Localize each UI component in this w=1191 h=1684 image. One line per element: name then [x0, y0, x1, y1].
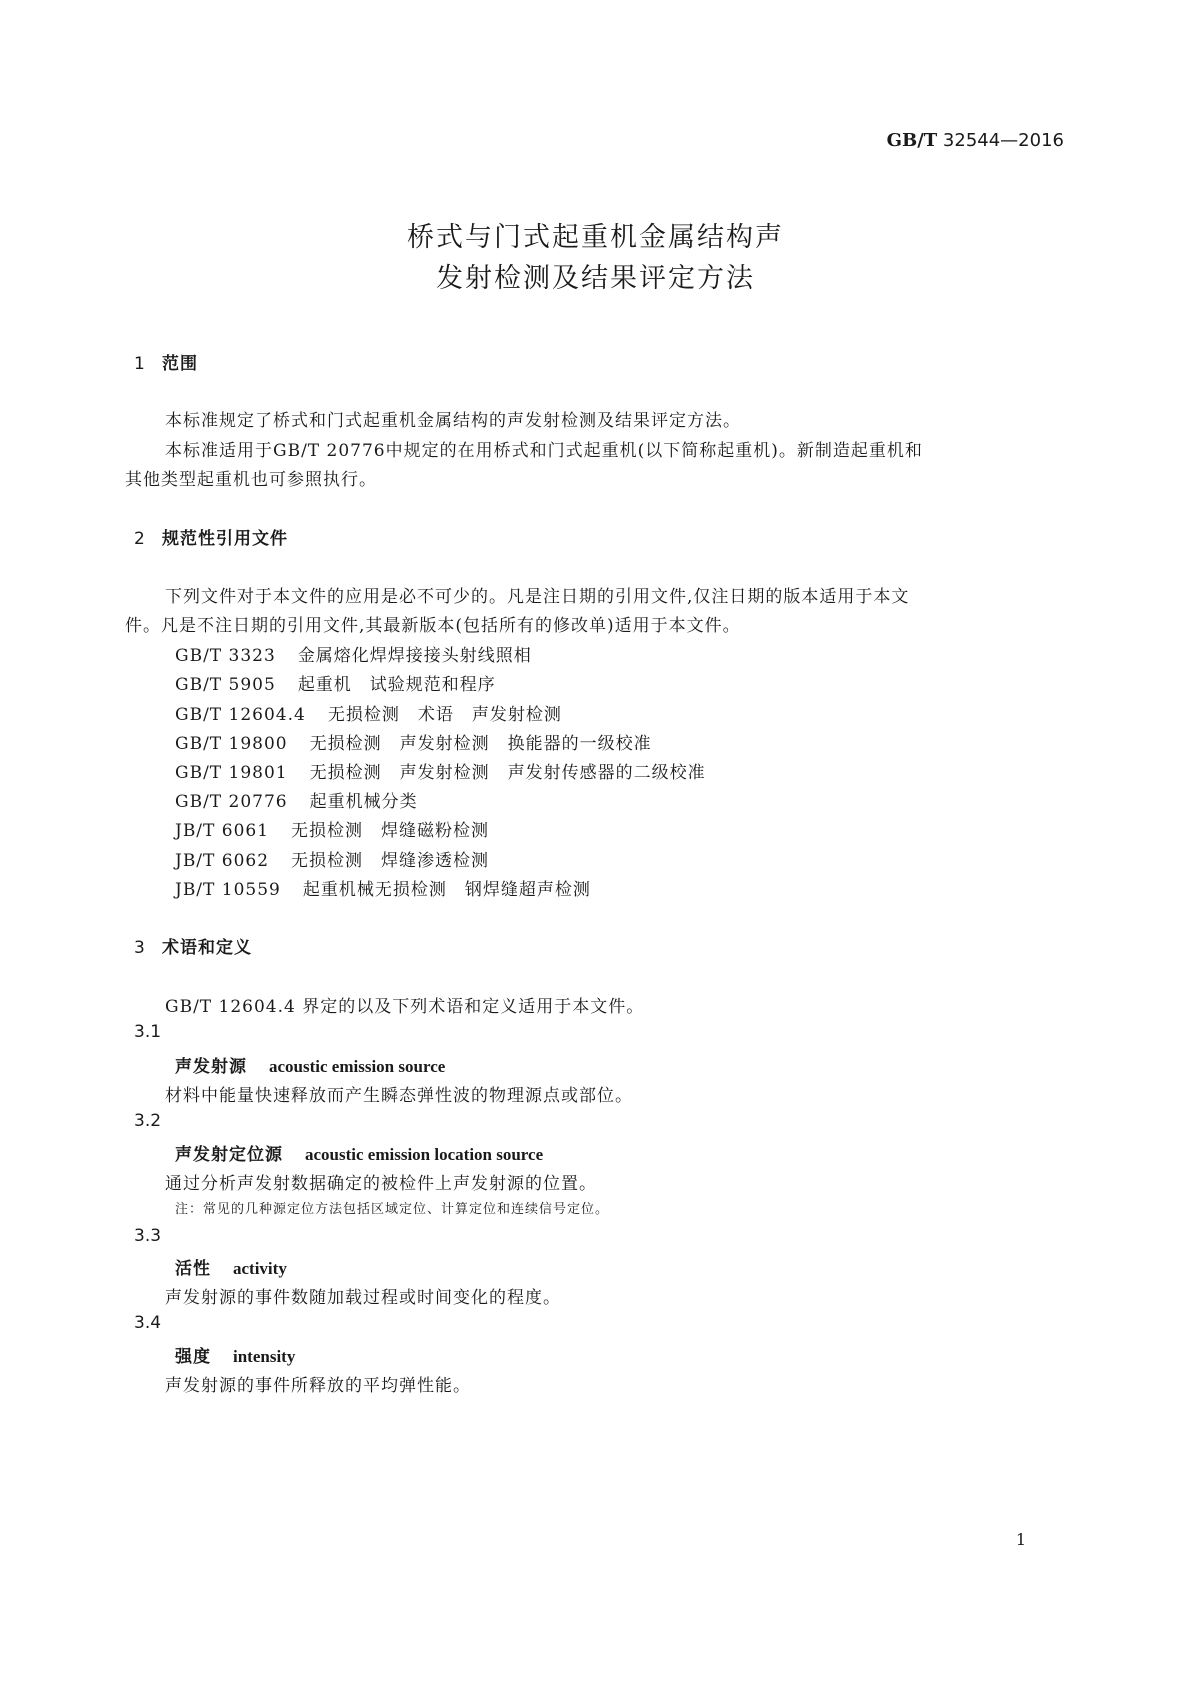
- reference-item: [175, 875, 613, 900]
- paragraph-continuation: 其他类型起重机也可参照执行。: [125, 470, 377, 490]
- paragraph: 本标准规定了桥式和门式起重机金属结构的声发射检测及结果评定方法。: [165, 411, 741, 431]
- reference-item: [175, 846, 511, 871]
- reference-code: JB/T 6062: [175, 851, 270, 871]
- reference-code: GB/T 20776: [175, 792, 288, 812]
- term-chinese: 声发射定位源: [175, 1145, 283, 1165]
- standard-code-prefix: GB/T: [886, 130, 938, 151]
- reference-item: [175, 787, 440, 812]
- term-definition: 声发射源的事件数随加载过程或时间变化的程度。: [165, 1288, 561, 1308]
- section-title: 术语和定义: [162, 938, 252, 958]
- section-title: 范围: [162, 354, 198, 374]
- reference-code: GB/T 19801: [175, 763, 288, 783]
- standard-code-number: 32544—2016: [942, 130, 1064, 151]
- term-entry: [175, 1052, 445, 1077]
- term-chinese: 活性: [175, 1259, 211, 1279]
- reference-item: [175, 758, 728, 783]
- paragraph: 下列文件对于本文件的应用是必不可少的。凡是注日期的引用文件,仅注日期的版本适用于本文: [165, 587, 910, 607]
- term-chinese: 强度: [175, 1347, 211, 1367]
- section-number: 1: [134, 354, 146, 374]
- reference-code: JB/T 10559: [175, 880, 281, 900]
- paragraph-continuation: 件。凡是不注日期的引用文件,其最新版本(包括所有的修改单)适用于本文件。: [125, 616, 741, 636]
- term-number: 3.3: [134, 1226, 162, 1246]
- document-title-line1: 桥式与门式起重机金属结构声: [407, 222, 784, 253]
- term-definition: 通过分析声发射数据确定的被检件上声发射源的位置。: [165, 1174, 597, 1194]
- document-title-line2: 发射检测及结果评定方法: [436, 263, 755, 294]
- reference-item: [175, 641, 554, 666]
- paragraph: 本标准适用于GB/T 20776中规定的在用桥式和门式起重机(以下简称起重机)。新制造起重机和: [165, 441, 923, 461]
- reference-title: 无损检测 焊缝渗透检测: [291, 851, 490, 871]
- standard-code: [887, 130, 1064, 151]
- section-number: 2: [134, 529, 146, 549]
- term-entry: [175, 1342, 295, 1367]
- section-3-heading: [134, 933, 252, 958]
- reference-code: GB/T 19800: [175, 734, 288, 754]
- term-chinese: 声发射源: [175, 1057, 247, 1077]
- term-number: 3.1: [134, 1022, 162, 1042]
- term-number: 3.4: [134, 1313, 162, 1333]
- term-definition: 材料中能量快速释放而产生瞬态弹性波的物理源点或部位。: [165, 1086, 633, 1106]
- section-1-heading: [134, 349, 198, 374]
- reference-title: 无损检测 术语 声发射检测: [327, 705, 562, 725]
- section-2-heading: [134, 524, 288, 549]
- reference-code: GB/T 12604.4: [175, 705, 306, 725]
- reference-title: 起重机械无损检测 钢焊缝超声检测: [302, 880, 591, 900]
- reference-code: GB/T 5905: [175, 675, 276, 695]
- reference-item: [175, 729, 674, 754]
- page-number: 1: [1015, 1530, 1026, 1549]
- reference-title: 起重机 试验规范和程序: [297, 675, 496, 695]
- reference-title: 起重机械分类: [309, 792, 418, 812]
- reference-code: JB/T 6061: [175, 821, 270, 841]
- term-number: 3.2: [134, 1111, 162, 1131]
- term-english: intensity: [233, 1347, 296, 1366]
- term-english: acoustic emission source: [269, 1057, 446, 1076]
- reference-item: [175, 670, 518, 695]
- reference-code: GB/T 3323: [175, 646, 276, 666]
- term-entry: [175, 1140, 543, 1165]
- reference-item: [175, 700, 584, 725]
- reference-title: 无损检测 声发射检测 声发射传感器的二级校准: [309, 763, 706, 783]
- paragraph: GB/T 12604.4 界定的以及下列术语和定义适用于本文件。: [165, 997, 645, 1017]
- term-english: acoustic emission location source: [305, 1145, 544, 1164]
- section-title: 规范性引用文件: [162, 529, 288, 549]
- term-entry: [175, 1254, 287, 1279]
- reference-title: 无损检测 声发射检测 换能器的一级校准: [309, 734, 652, 754]
- term-note: 注：常见的几种源定位方法包括区域定位、计算定位和连续信号定位。: [175, 1202, 610, 1217]
- term-english: activity: [233, 1259, 287, 1278]
- section-number: 3: [134, 938, 146, 958]
- reference-title: 无损检测 焊缝磁粉检测: [291, 821, 490, 841]
- reference-title: 金属熔化焊焊接接头射线照相: [297, 646, 532, 666]
- reference-item: [175, 816, 511, 841]
- term-definition: 声发射源的事件所释放的平均弹性能。: [165, 1376, 471, 1396]
